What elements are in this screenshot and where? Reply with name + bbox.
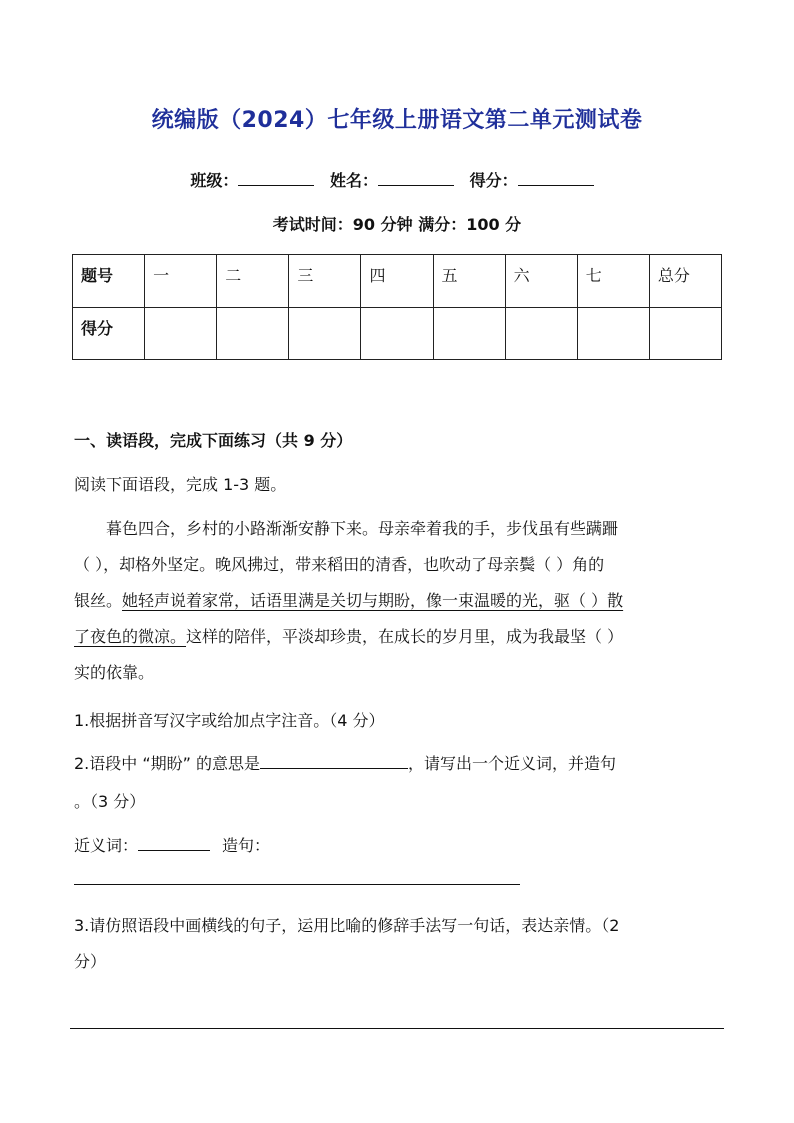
student-info-line — [0, 168, 794, 191]
score-cell[interactable] — [505, 307, 577, 360]
passage-line: 了夜色的微凉。这样的陪伴，平淡却珍贵，在成长的岁月里，成为我最坚（ ） — [74, 627, 624, 646]
score-cell[interactable] — [577, 307, 649, 360]
score-table — [72, 254, 722, 360]
reading-passage — [74, 511, 722, 691]
score-cell[interactable] — [433, 307, 505, 360]
sentence-label: 造句： — [222, 836, 271, 855]
class-blank[interactable] — [238, 171, 314, 186]
section-1-intro: 阅读下面语段，完成 1-3 题。 — [74, 475, 287, 494]
underlined-sentence: 了夜色的微凉。 — [74, 627, 187, 646]
score-table-header-cell: 题号 — [73, 255, 145, 308]
synonym-blank[interactable] — [138, 836, 210, 851]
score-cell[interactable] — [217, 307, 289, 360]
page-title: 统编版（2024）七年级上册语文第二单元测试卷 — [151, 108, 643, 133]
score-table-header-row — [73, 255, 722, 308]
synonym-label: 近义词： — [74, 836, 139, 855]
score-table-header-cell: 七 — [577, 255, 649, 308]
passage-line: 实的依靠。 — [74, 663, 155, 682]
question-1: 1.根据拼音写汉字或给加点字注音。（4 分） — [74, 711, 385, 730]
name-label: 姓名： — [329, 171, 378, 190]
underlined-sentence: 她轻声说着家常，话语里满是关切与期盼，像一束温暖的光，驱（ ）散 — [122, 591, 624, 610]
score-table-score-row — [73, 307, 722, 360]
question-2-continued: 。（3 分） — [74, 792, 146, 811]
score-table-header-cell: 六 — [505, 255, 577, 308]
answer-line[interactable] — [70, 1028, 724, 1029]
passage-line: 银丝。她轻声说着家常，话语里满是关切与期盼，像一束温暖的光，驱（ ）散 — [74, 591, 624, 610]
score-table-header-cell: 三 — [289, 255, 361, 308]
question-2: 2.语段中 “期盼” 的意思是 ，请写出一个近义词，并造句 — [74, 754, 617, 773]
score-table-header-cell: 二 — [217, 255, 289, 308]
exam-info: 考试时间：90 分钟 满分：100 分 — [272, 215, 522, 234]
sentence-answer-line[interactable] — [74, 884, 520, 885]
score-cell[interactable] — [361, 307, 433, 360]
score-cell[interactable] — [289, 307, 361, 360]
score-table-header-cell: 五 — [433, 255, 505, 308]
score-table-header-cell: 总分 — [649, 255, 721, 308]
meaning-blank[interactable] — [260, 754, 408, 769]
score-cell[interactable] — [649, 307, 721, 360]
score-table-header-cell: 一 — [145, 255, 217, 308]
score-cell[interactable] — [145, 307, 217, 360]
synonym-line — [74, 833, 270, 856]
passage-line: 暮色四合，乡村的小路渐渐安静下来。母亲牵着我的手，步伐虽有些蹒跚 — [106, 519, 619, 538]
class-label: 班级： — [190, 171, 239, 190]
score-table-header-cell: 四 — [361, 255, 433, 308]
score-blank[interactable] — [518, 171, 594, 186]
section-1-heading: 一、读语段，完成下面练习（共 9 分） — [74, 431, 353, 450]
score-label: 得分： — [469, 171, 518, 190]
passage-line: （ ），却格外坚定。晚风拂过，带来稻田的清香，也吹动了母亲鬓（ ）角的 — [74, 555, 605, 574]
name-blank[interactable] — [378, 171, 454, 186]
question-3-continued: 分） — [74, 952, 107, 971]
score-row-label: 得分 — [73, 307, 145, 360]
question-3: 3.请仿照语段中画横线的句子，运用比喻的修辞手法写一句话，表达亲情。（2 — [74, 916, 620, 935]
